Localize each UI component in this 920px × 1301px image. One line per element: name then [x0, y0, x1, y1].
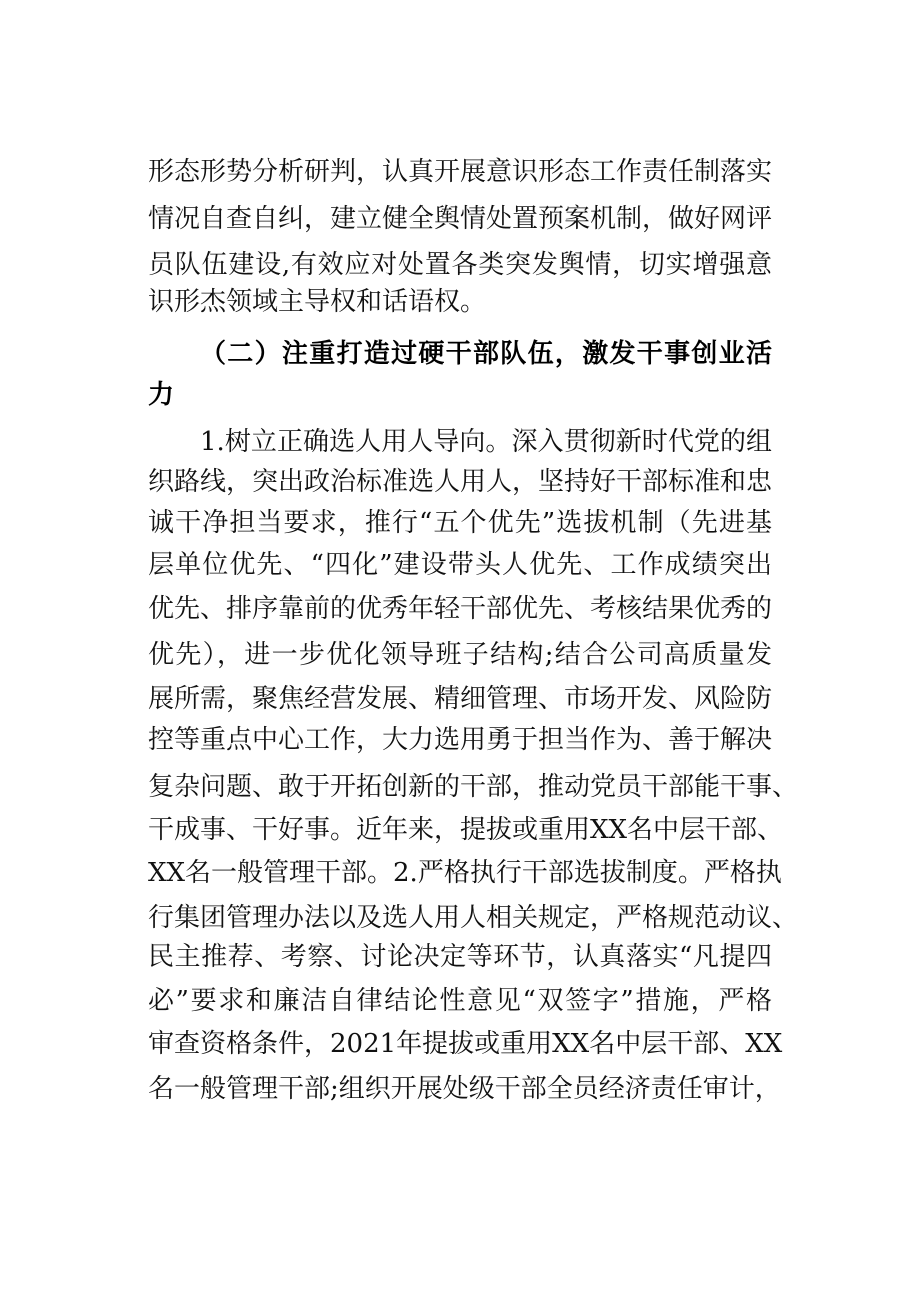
text-line: 审查资格条件，2021年提拔或重用XX名中层干部、XX [148, 1029, 783, 1059]
text-line: 识形杰领域主导权和话语权。 [148, 287, 487, 317]
text-line: 优先），进一步优化领导班子结构;结合公司高质量发 [148, 640, 772, 670]
text-line: 必”要求和廉洁自律结论性意见“双签字”措施，严格 [148, 986, 772, 1016]
text-line: 民主推荐、考察、讨论决定等环节，认真落实“凡提四 [148, 942, 772, 972]
text-line: 优先、排序靠前的优秀年轻干部优先、考核结果优秀的 [148, 594, 773, 624]
text-line: 形态形势分析研判，认真开展意识形态工作责任制落实 [148, 157, 773, 187]
text-line: 名一般管理干部;组织开展处级干部全员经济责任审计， [148, 1074, 781, 1104]
text-line: 展所需，聚焦经营发展、精细管理、市场开发、风险防 [148, 684, 773, 714]
text-line: XX名一般管理干部。2.严格执行干部选拔制度。严格执 [148, 858, 782, 888]
text-line: 诚干净担当要求，推行“五个优先”选拔机制（先进基 [148, 508, 772, 538]
text-line: 情况自查自纠，建立健全舆情处置预案机制，做好网评 [148, 204, 773, 234]
section-heading: （二）注重打造过硬干部队伍，激发干事创业活 [200, 339, 772, 369]
text-line: 1.树立正确选人用人导向。深入贯彻新时代党的组 [200, 427, 772, 457]
text-line: 织路线，突出政治标准选人用人，坚持好干部标准和忠 [148, 467, 773, 497]
text-line: 层单位优先、“四化”建设带头人优先、工作成绩突出 [148, 550, 772, 580]
text-line: 员队伍建设,有效应对处置各类突发舆情，切实增强意 [148, 250, 772, 280]
text-line: 复杂问题、敢于开拓创新的干部，推动党员干部能干事、 [148, 772, 799, 802]
text-line: 控等重点中心工作，大力选用勇于担当作为、善于解决 [148, 725, 773, 755]
section-heading-continuation: 力 [148, 380, 175, 410]
text-line: 干成事、干好事。近年来，提拔或重用XX名中层干部、 [148, 815, 784, 845]
text-line: 行集团管理办法以及选人用人相关规定，严格规范动议、 [148, 903, 799, 933]
